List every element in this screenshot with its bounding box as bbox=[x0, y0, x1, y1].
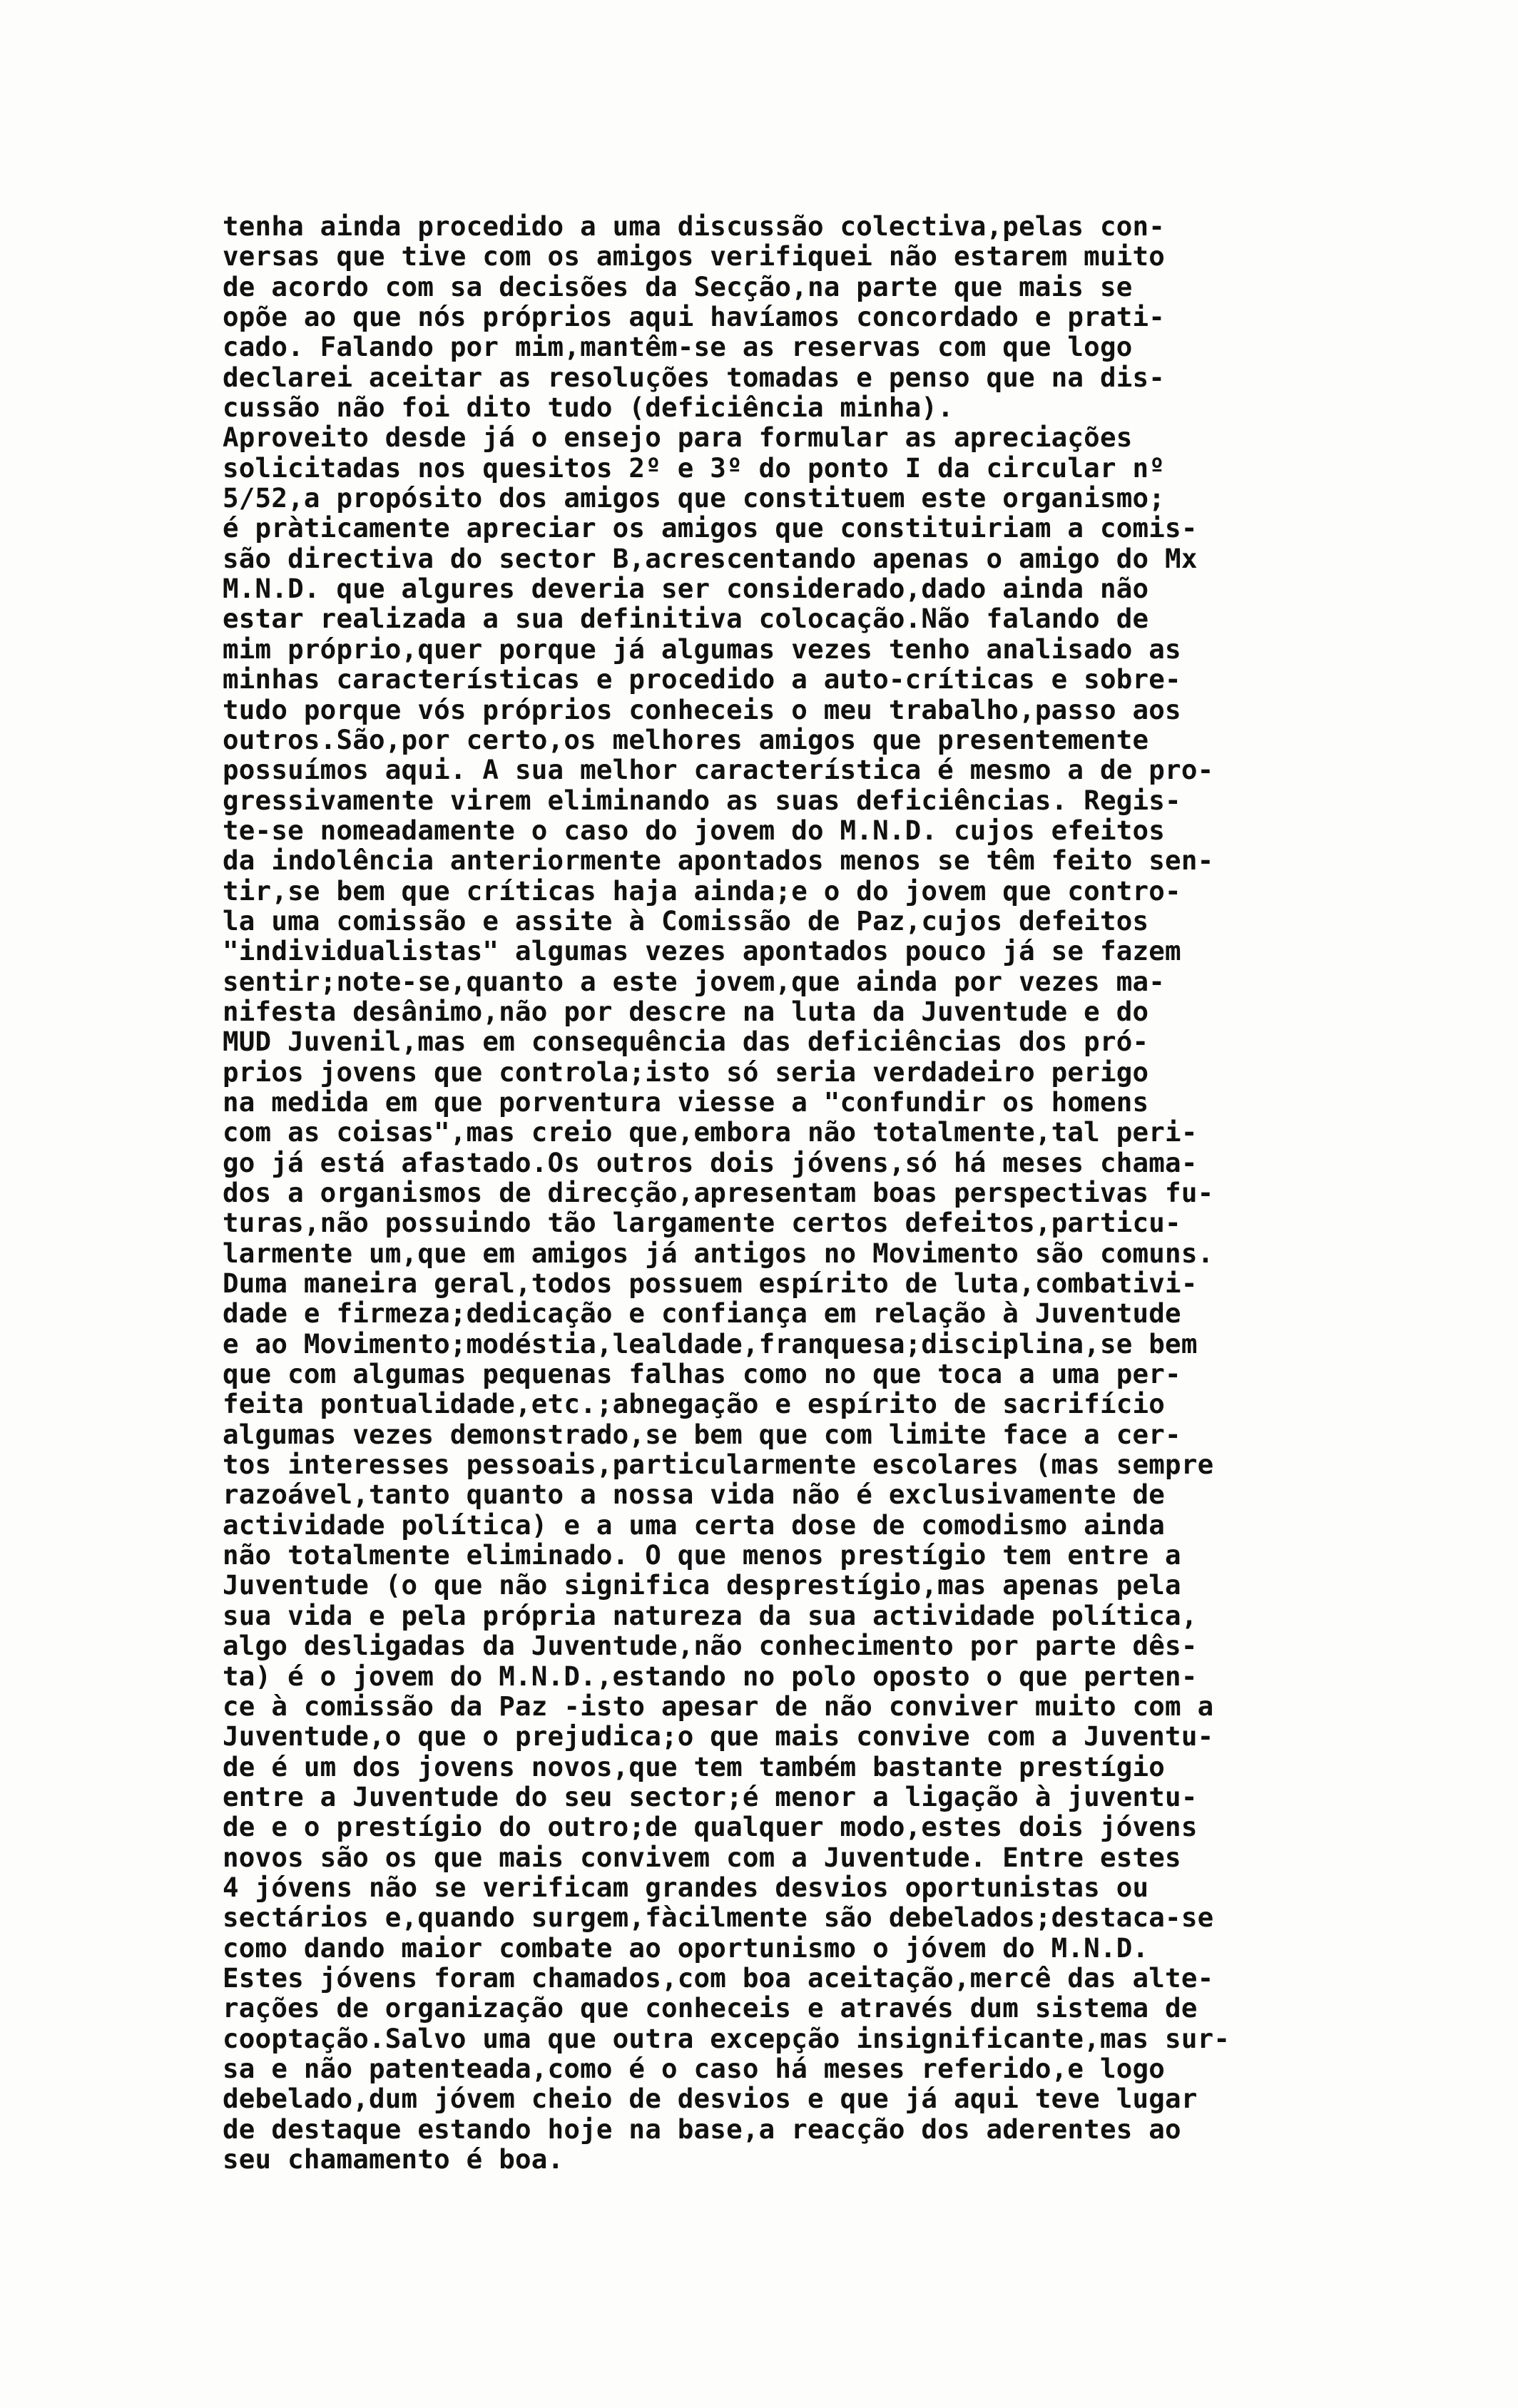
text-line: tenha ainda procedido a uma discussão colectiva,pelas con- bbox=[223, 210, 1166, 242]
text-line: sectários e,quando surgem,fàcilmente são debelados;destaca-se bbox=[223, 1902, 1214, 1934]
text-line: debelado,dum jóvem cheio de desvios e que já aqui teve lugar bbox=[223, 2083, 1198, 2115]
text-line: opõe ao que nós próprios aqui havíamos concordado e prati- bbox=[223, 301, 1166, 333]
text-line: rações de organização que conheceis e através dum sistema de bbox=[223, 1992, 1198, 2024]
text-line: sentir;note-se,quanto a este jovem,que ainda por vezes ma- bbox=[223, 965, 1166, 997]
text-line: possuímos aqui. A sua melhor característica é mesmo a de pro- bbox=[223, 754, 1214, 786]
text-line: algumas vezes demonstrado,se bem que com limite face a cer- bbox=[223, 1418, 1181, 1450]
text-line: ta) é o jovem do M.N.D.,estando no polo oposto o que perten- bbox=[223, 1660, 1198, 1692]
text-line: que com algumas pequenas falhas como no que toca a uma per- bbox=[223, 1358, 1181, 1390]
text-line: actividade política) e a uma certa dose de comodismo ainda bbox=[223, 1509, 1166, 1541]
text-line: com as coisas",mas creio que,embora não totalmente,tal peri- bbox=[223, 1116, 1198, 1148]
text-line: minhas características e procedido a auto-críticas e sobre- bbox=[223, 663, 1181, 695]
text-line: declarei aceitar as resoluções tomadas e penso que na dis- bbox=[223, 361, 1166, 393]
text-line: da indolência anteriormente apontados menos se têm feito sen- bbox=[223, 845, 1214, 877]
text-line: Aproveito desde já o ensejo para formular as apreciações bbox=[223, 422, 1133, 454]
text-line: Juventude (o que não significa desprestígio,mas apenas pela bbox=[223, 1569, 1181, 1601]
text-line: como dando maior combate ao oportunismo o jóvem do M.N.D. bbox=[223, 1932, 1149, 1964]
text-line: dade e firmeza;dedicação e confiança em relação à Juventude bbox=[223, 1297, 1181, 1330]
text-line: algo desligadas da Juventude,não conhecimento por parte dês- bbox=[223, 1630, 1198, 1662]
text-line: Duma maneira geral,todos possuem espírito de luta,combativi- bbox=[223, 1267, 1198, 1300]
text-line: e ao Movimento;modéstia,lealdade,franquesa;disciplina,se bem bbox=[223, 1327, 1198, 1359]
text-line: é pràticamente apreciar os amigos que constituiriam a comis- bbox=[223, 512, 1198, 544]
text-line: 5/52,a propósito dos amigos que constituem este organismo; bbox=[223, 482, 1166, 514]
text-line: nifesta desânimo,não por descre na luta da Juventude e do bbox=[223, 995, 1149, 1027]
typed-letter-body bbox=[223, 211, 1392, 2174]
text-line: cooptação.Salvo uma que outra excepção insignificante,mas sur- bbox=[223, 2022, 1231, 2054]
text-line: la uma comissão e assite à Comissão de Paz,cujos defeitos bbox=[223, 904, 1149, 937]
text-line: dos a organismos de direcção,apresentam boas perspectivas fu- bbox=[223, 1177, 1214, 1208]
text-line: te-se nomeadamente o caso do jovem do M.N.D. cujos efeitos bbox=[223, 814, 1166, 846]
text-line: novos são os que mais convivem com a Juventude. Entre estes bbox=[223, 1841, 1181, 1873]
text-line: entre a Juventude do seu sector;é menor a ligação à juventu- bbox=[223, 1780, 1198, 1812]
text-line: solicitadas nos quesitos 2º e 3º do ponto I da circular nº bbox=[223, 452, 1166, 484]
text-line: ce à comissão da Paz -isto apesar de não conviver muito com a bbox=[223, 1690, 1214, 1722]
text-line: Juventude,o que o prejudica;o que mais convive com a Juventu- bbox=[223, 1720, 1214, 1753]
text-line: M.N.D. que algures deveria ser considerado,dado ainda não bbox=[223, 573, 1149, 605]
text-line: são directiva do sector B,acrescentando apenas o amigo do Mx bbox=[223, 542, 1198, 574]
text-line: outros.São,por certo,os melhores amigos que presentemente bbox=[223, 723, 1149, 755]
text-line: de e o prestígio do outro;de qualquer modo,estes dois jóvens bbox=[223, 1811, 1198, 1843]
text-line: razoável,tanto quanto a nossa vida não é exclusivamente de bbox=[223, 1479, 1166, 1511]
text-line: tudo porque vós próprios conheceis o meu trabalho,passo aos bbox=[223, 693, 1181, 725]
text-line: sua vida e pela própria natureza da sua actividade política, bbox=[223, 1599, 1198, 1631]
text-line: de destaque estando hoje na base,a reacção dos aderentes ao bbox=[223, 2113, 1181, 2145]
text-line: gressivamente virem eliminando as suas deficiências. Regis- bbox=[223, 784, 1181, 816]
text-line: de acordo com sa decisões da Secção,na parte que mais se bbox=[223, 270, 1133, 302]
text-line: sa e não patenteada,como é o caso há meses referido,e logo bbox=[223, 2052, 1166, 2084]
text-line: go já está afastado.Os outros dois jóvens,só há meses chama- bbox=[223, 1146, 1198, 1178]
text-line: Estes jóvens foram chamados,com boa aceitação,mercê das alte- bbox=[223, 1961, 1214, 1994]
text-line: 4 jóvens não se verificam grandes desvios oportunistas ou bbox=[223, 1871, 1149, 1903]
text-line: larmente um,que em amigos já antigos no Movimento são comuns. bbox=[223, 1237, 1214, 1269]
text-line: seu chamamento é boa. bbox=[223, 2143, 564, 2175]
text-line: cado. Falando por mim,mantêm-se as reservas com que logo bbox=[223, 331, 1133, 363]
text-line: na medida em que porventura viesse a "confundir os homens bbox=[223, 1086, 1149, 1118]
text-line: prios jovens que controla;isto só seria verdadeiro perigo bbox=[223, 1056, 1149, 1088]
text-line: turas,não possuindo tão largamente certos defeitos,particu- bbox=[223, 1207, 1181, 1239]
text-line: estar realizada a sua definitiva colocação.Não falando de bbox=[223, 603, 1149, 635]
text-line: não totalmente eliminado. O que menos prestígio tem entre a bbox=[223, 1539, 1181, 1571]
text-line: tos interesses pessoais,particularmente escolares (mas sempre bbox=[223, 1449, 1214, 1481]
text-line: versas que tive com os amigos verifiquei não estarem muito bbox=[223, 240, 1166, 272]
text-line: cussão não foi dito tudo (deficiência minha). bbox=[223, 392, 954, 424]
text-line: tir,se bem que críticas haja ainda;e o do jovem que contro- bbox=[223, 874, 1181, 907]
text-line: "individualistas" algumas vezes apontados pouco já se fazem bbox=[223, 935, 1181, 967]
text-line: de é um dos jovens novos,que tem também bastante prestígio bbox=[223, 1750, 1166, 1782]
text-line: mim próprio,quer porque já algumas vezes tenho analisado as bbox=[223, 633, 1181, 665]
text-line: MUD Juvenil,mas em consequência das deficiências dos pró- bbox=[223, 1026, 1149, 1058]
text-line: feita pontualidade,etc.;abnegação e espírito de sacrifício bbox=[223, 1388, 1166, 1420]
